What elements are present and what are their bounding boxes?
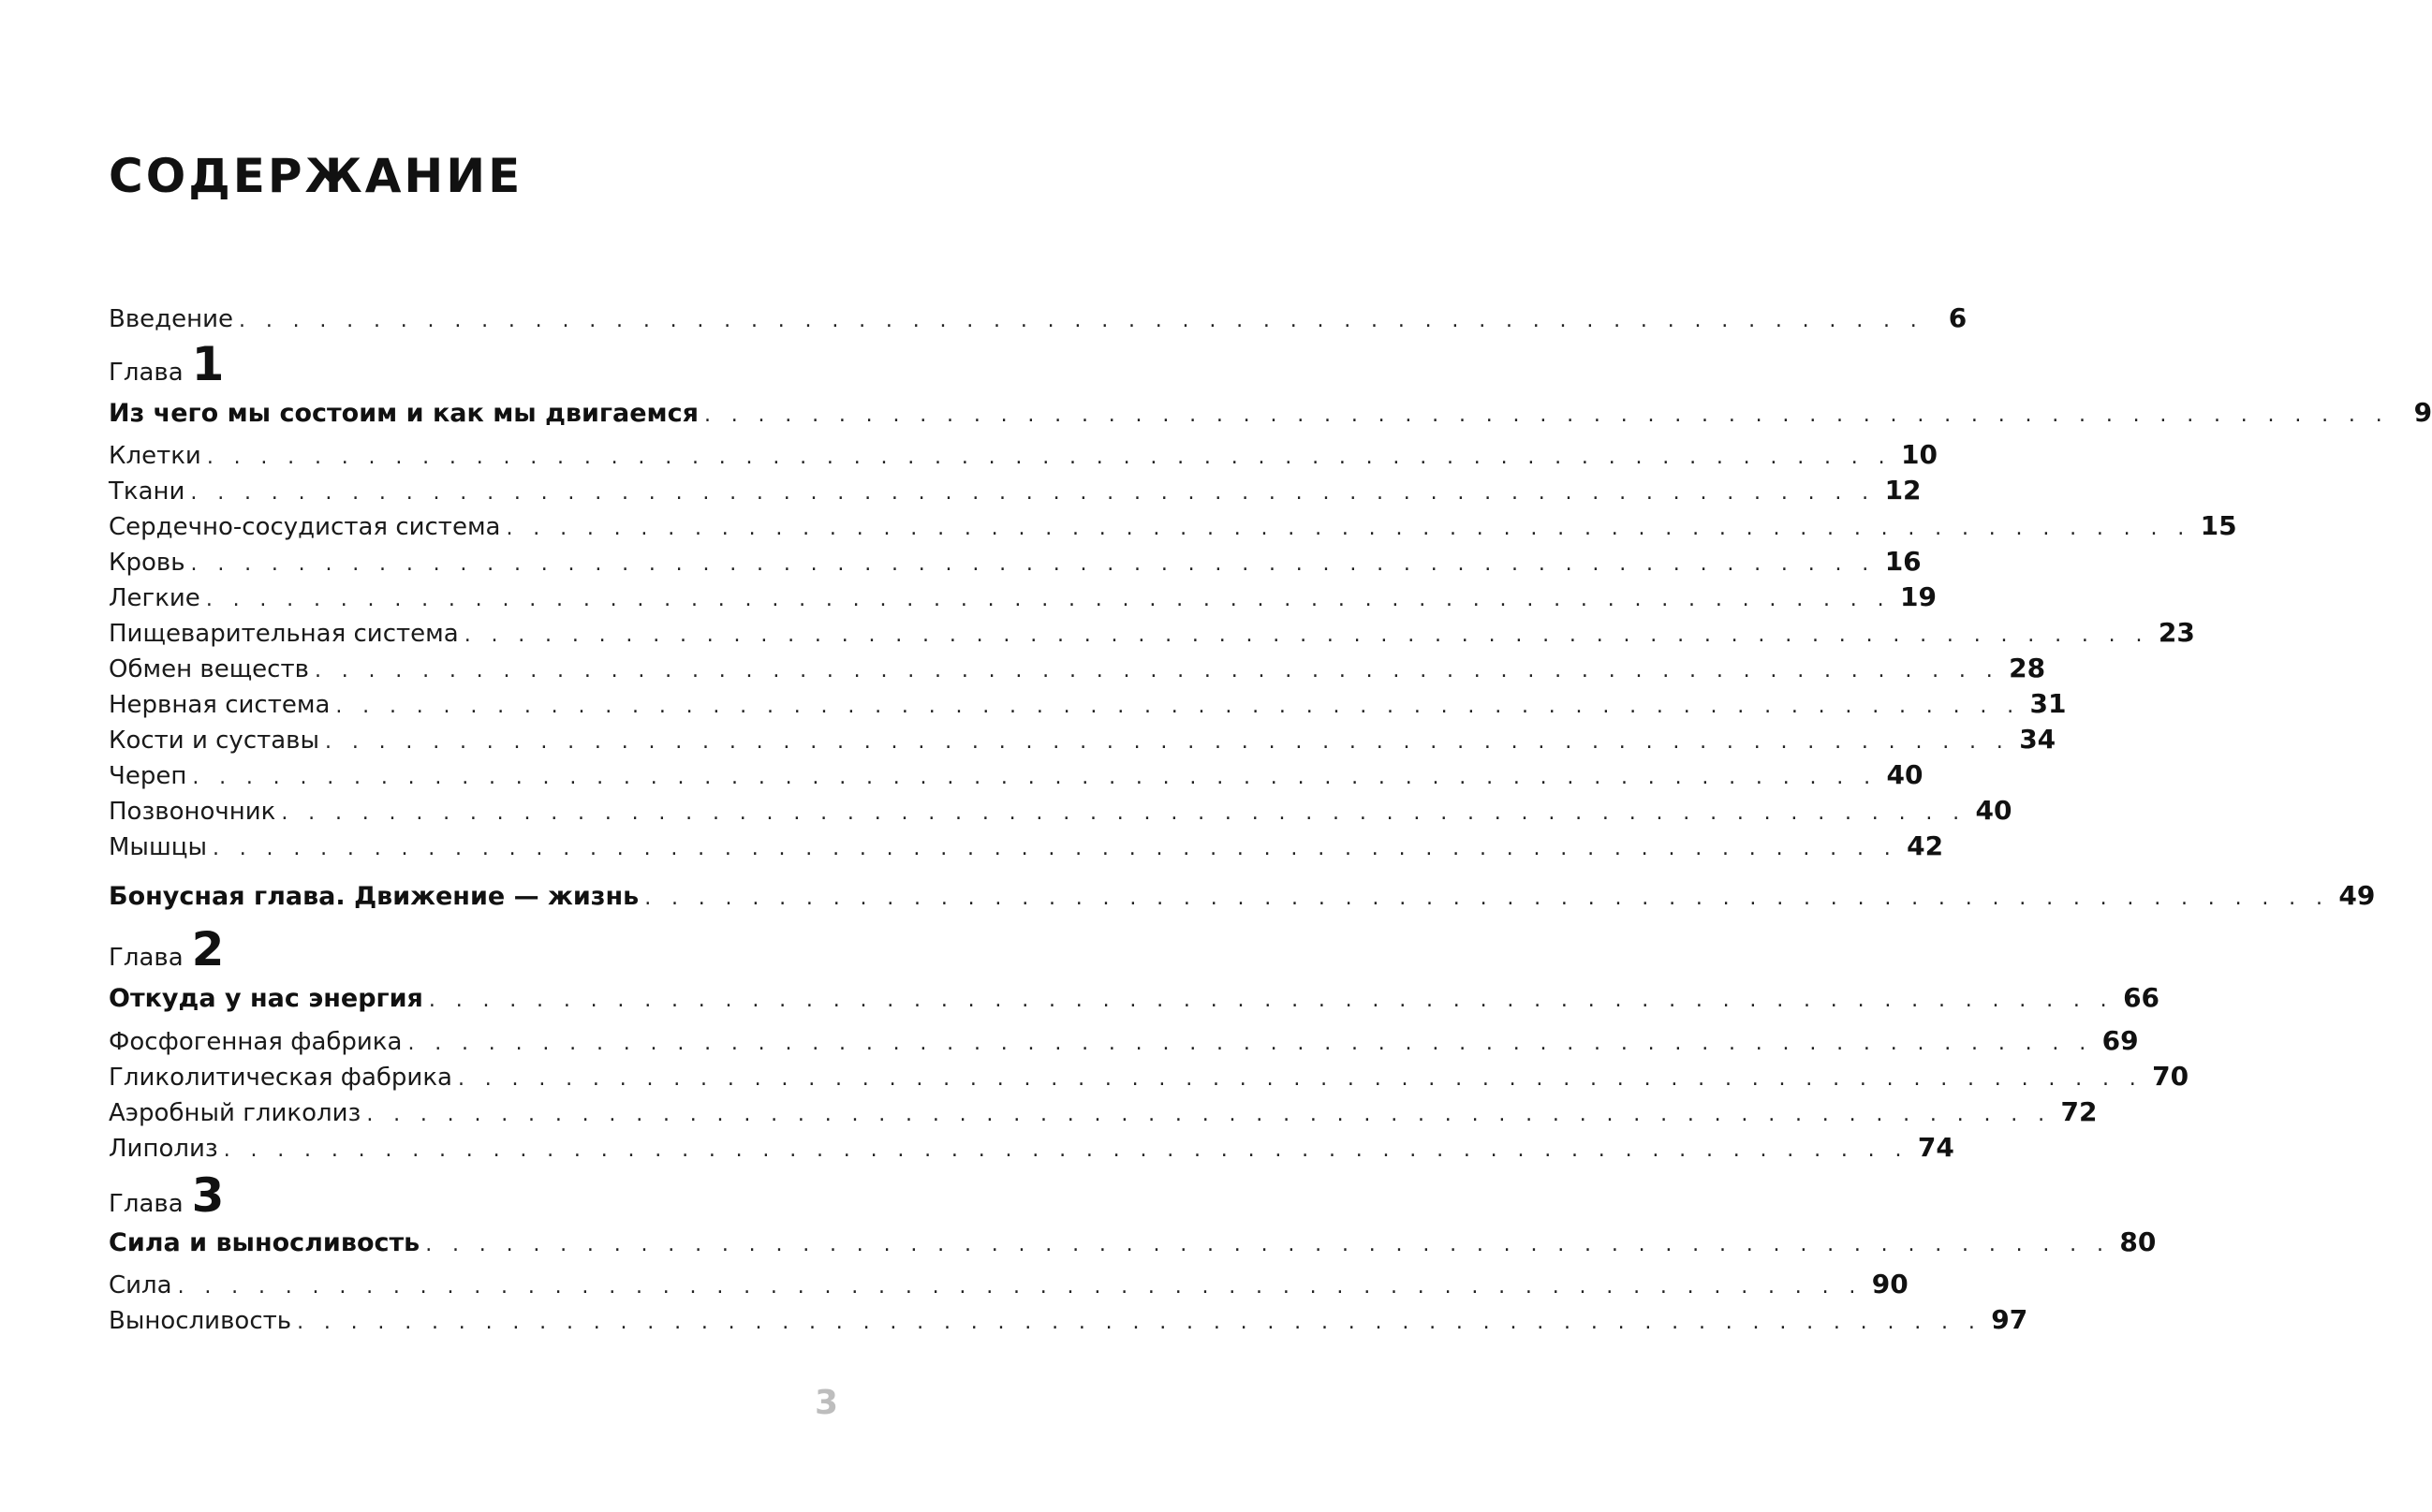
- chapter-heading-2: [109, 922, 225, 976]
- toc-entry-page: 23: [2158, 617, 2195, 648]
- dot-leader: . . . . . . . . . . . . . . . . . . . . . . . . . . . . . . . . . . . . . . . . . . . . . . . . . . . . . . . . . . . . . . .: [428, 989, 2115, 1012]
- toc-entry-spine[interactable]: [109, 795, 2012, 830]
- toc-entry-label: Сила: [109, 1271, 172, 1299]
- chapter-heading-3: [109, 1168, 225, 1223]
- toc-entry-page: 72: [2060, 1096, 2098, 1127]
- toc-entry-label: Липолиз: [109, 1135, 218, 1163]
- toc-entry-label: Бонусная глава. Движение — жизнь: [109, 882, 640, 911]
- dot-leader: . . . . . . . . . . . . . . . . . . . . . . . . . . . . . . . . . . . . . . . . . . . . . . . . . . . . . . . . . . . . . . .: [192, 766, 1878, 789]
- toc-entry-lungs[interactable]: [109, 581, 1937, 617]
- toc-entry-page: 12: [1884, 475, 1922, 506]
- toc-entry-label: Из чего мы состоим и как мы двигаемся: [109, 399, 699, 428]
- toc-entry-page: 70: [2152, 1061, 2189, 1092]
- toc-entry-label: Череп: [109, 762, 187, 790]
- toc-entry-glycolytic[interactable]: [109, 1061, 2189, 1096]
- dot-leader: . . . . . . . . . . . . . . . . . . . . . . . . . . . . . . . . . . . . . . . . . . . . . . . . . . . . . . . . . . . . . . .: [206, 446, 1892, 469]
- page-number: 3: [815, 1384, 839, 1422]
- toc-entry-label: Выносливость: [109, 1307, 292, 1335]
- toc-entry-label: Позвоночник: [109, 798, 276, 826]
- toc-entry-page: 80: [2119, 1226, 2157, 1257]
- toc-entry-label: Сила и выносливость: [109, 1228, 420, 1257]
- toc-entry-label: Кровь: [109, 549, 185, 577]
- toc-entry-bonus-chapter[interactable]: [109, 880, 2376, 916]
- toc-entry-page: 42: [1907, 830, 1944, 861]
- toc-entry-tissues[interactable]: [109, 475, 1922, 510]
- chapter-number: 2: [191, 922, 225, 976]
- dot-leader: . . . . . . . . . . . . . . . . . . . . . . . . . . . . . . . . . . . . . . . . . . . . . . . . . . . . . . . . . . . . . . .: [205, 588, 1891, 611]
- chapter-word: Глава: [109, 359, 184, 387]
- toc-entry-page: 74: [1917, 1132, 1954, 1163]
- toc-entry-page: 40: [1975, 795, 2012, 826]
- toc-entry-label: Гликолитическая фабрика: [109, 1064, 452, 1092]
- dot-leader: . . . . . . . . . . . . . . . . . . . . . . . . . . . . . . . . . . . . . . . . . . . . . . . . . . . . . . . . . . . . . . .: [212, 837, 1898, 860]
- toc-entry-label: Пищеварительная система: [109, 620, 459, 648]
- dot-leader: . . . . . . . . . . . . . . . . . . . . . . . . . . . . . . . . . . . . . . . . . . . . . . . . . . . . . . . . . . . . . . .: [314, 659, 2000, 683]
- toc-entry-chapter-2-title[interactable]: [109, 982, 2160, 1018]
- dot-leader: . . . . . . . . . . . . . . . . . . . . . . . . . . . . . . . . . . . . . . . . . . . . . . . . . . . . . . . . . . . . . . .: [506, 517, 2191, 540]
- toc-entry-label: Нервная система: [109, 691, 331, 719]
- dot-leader: . . . . . . . . . . . . . . . . . . . . . . . . . . . . . . . . . . . . . . . . . . . . . . . . . . . . . . . . . . . . . . .: [239, 309, 1924, 332]
- dot-leader: . . . . . . . . . . . . . . . . . . . . . . . . . . . . . . . . . . . . . . . . . . . . . . . . . . . . . . . . . . . . . . .: [425, 1233, 2111, 1256]
- toc-entry-blood[interactable]: [109, 546, 1922, 581]
- toc-entry-metabolism[interactable]: [109, 653, 2046, 688]
- toc-entry-page: 19: [1899, 581, 1937, 612]
- chapter-number: 1: [191, 337, 225, 391]
- toc-entry-label: Фосфогенная фабрика: [109, 1028, 403, 1056]
- toc-entry-aerobic-glycolysis[interactable]: [109, 1096, 2098, 1132]
- toc-entry-label: Введение: [109, 305, 234, 333]
- dot-leader: . . . . . . . . . . . . . . . . . . . . . . . . . . . . . . . . . . . . . . . . . . . . . . . . . . . . . . . . . . . . . . .: [457, 1067, 2144, 1091]
- toc-entry-label: Мышцы: [109, 833, 207, 861]
- page-title: СОДЕРЖАНИЕ: [109, 149, 523, 203]
- dot-leader: . . . . . . . . . . . . . . . . . . . . . . . . . . . . . . . . . . . . . . . . . . . . . . . . . . . . . . . . . . . . . . .: [335, 695, 2021, 718]
- toc-entry-page: 69: [2101, 1025, 2139, 1056]
- toc-entry-page: 97: [1991, 1304, 2028, 1335]
- toc-entry-chapter-1-title[interactable]: [109, 397, 2432, 433]
- dot-leader: . . . . . . . . . . . . . . . . . . . . . . . . . . . . . . . . . . . . . . . . . . . . . . . . . . . . . . . . . . . . . . .: [177, 1275, 1863, 1299]
- toc-entry-muscles[interactable]: [109, 830, 1944, 866]
- toc-entry-page: 6: [1948, 302, 1968, 333]
- toc-entry-page: 49: [2338, 880, 2376, 911]
- toc-entry-phosphagen[interactable]: [109, 1025, 2139, 1061]
- toc-entry-page: 16: [1884, 546, 1922, 577]
- chapter-word: Глава: [109, 1190, 184, 1218]
- chapter-heading-1: [109, 337, 225, 391]
- dot-leader: . . . . . . . . . . . . . . . . . . . . . . . . . . . . . . . . . . . . . . . . . . . . . . . . . . . . . . . . . . . . . . .: [297, 1311, 1982, 1334]
- toc-entry-label: Кости и суставы: [109, 727, 320, 755]
- toc-entry-label: Аэробный гликолиз: [109, 1099, 361, 1127]
- toc-entry-page: 10: [1900, 439, 1938, 470]
- toc-entry-label: Откуда у нас энергия: [109, 984, 423, 1013]
- toc-entry-cardiovascular[interactable]: [109, 510, 2237, 546]
- toc-entry-page: 15: [2200, 510, 2237, 541]
- toc-entry-chapter-3-title[interactable]: [109, 1226, 2157, 1262]
- toc-entry-nervous[interactable]: [109, 688, 2067, 724]
- toc-entry-page: 90: [1871, 1269, 1909, 1299]
- dot-leader: . . . . . . . . . . . . . . . . . . . . . . . . . . . . . . . . . . . . . . . . . . . . . . . . . . . . . . . . . . . . . . .: [223, 1138, 1909, 1162]
- dot-leader: . . . . . . . . . . . . . . . . . . . . . . . . . . . . . . . . . . . . . . . . . . . . . . . . . . . . . . . . . . . . . . .: [464, 624, 2149, 647]
- dot-leader: . . . . . . . . . . . . . . . . . . . . . . . . . . . . . . . . . . . . . . . . . . . . . . . . . . . . . . . . . . . . . . .: [190, 481, 1876, 505]
- toc-entry-label: Обмен веществ: [109, 655, 309, 683]
- toc-entry-page: 31: [2029, 688, 2067, 719]
- toc-entry-cells[interactable]: [109, 439, 1938, 475]
- toc-entry-page: 66: [2123, 982, 2160, 1013]
- toc-entry-label: Легкие: [109, 584, 200, 612]
- dot-leader: . . . . . . . . . . . . . . . . . . . . . . . . . . . . . . . . . . . . . . . . . . . . . . . . . . . . . . . . . . . . . . .: [703, 404, 2390, 427]
- toc-entry-label: Клетки: [109, 442, 201, 470]
- toc-entry-bones[interactable]: [109, 724, 2056, 759]
- toc-entry-lipolysis[interactable]: [109, 1132, 1954, 1167]
- toc-entry-digestive[interactable]: [109, 617, 2195, 653]
- dot-leader: . . . . . . . . . . . . . . . . . . . . . . . . . . . . . . . . . . . . . . . . . . . . . . . . . . . . . . . . . . . . . . .: [366, 1103, 2052, 1126]
- toc-entry-page: 34: [2019, 724, 2056, 755]
- toc-entry-page: 28: [2009, 653, 2046, 683]
- toc-entry-skull[interactable]: [109, 759, 1923, 795]
- toc-entry-label: Ткани: [109, 477, 185, 506]
- toc-entry-label: Сердечно-сосудистая система: [109, 513, 501, 541]
- toc-entry-page: 9: [2413, 397, 2432, 428]
- toc-entry-endurance[interactable]: [109, 1304, 2028, 1340]
- chapter-number: 3: [191, 1168, 225, 1223]
- chapter-word: Глава: [109, 944, 184, 972]
- toc-entry-strength[interactable]: [109, 1269, 1909, 1304]
- toc-entry-page: 40: [1886, 759, 1923, 790]
- dot-leader: . . . . . . . . . . . . . . . . . . . . . . . . . . . . . . . . . . . . . . . . . . . . . . . . . . . . . . . . . . . . . . .: [644, 887, 2330, 910]
- dot-leader: . . . . . . . . . . . . . . . . . . . . . . . . . . . . . . . . . . . . . . . . . . . . . . . . . . . . . . . . . . . . . . .: [325, 730, 2011, 754]
- toc-entry-introduction[interactable]: [109, 302, 1968, 338]
- dot-leader: . . . . . . . . . . . . . . . . . . . . . . . . . . . . . . . . . . . . . . . . . . . . . . . . . . . . . . . . . . . . . . .: [190, 552, 1876, 576]
- dot-leader: . . . . . . . . . . . . . . . . . . . . . . . . . . . . . . . . . . . . . . . . . . . . . . . . . . . . . . . . . . . . . . .: [281, 801, 1967, 825]
- dot-leader: . . . . . . . . . . . . . . . . . . . . . . . . . . . . . . . . . . . . . . . . . . . . . . . . . . . . . . . . . . . . . . .: [407, 1032, 2093, 1055]
